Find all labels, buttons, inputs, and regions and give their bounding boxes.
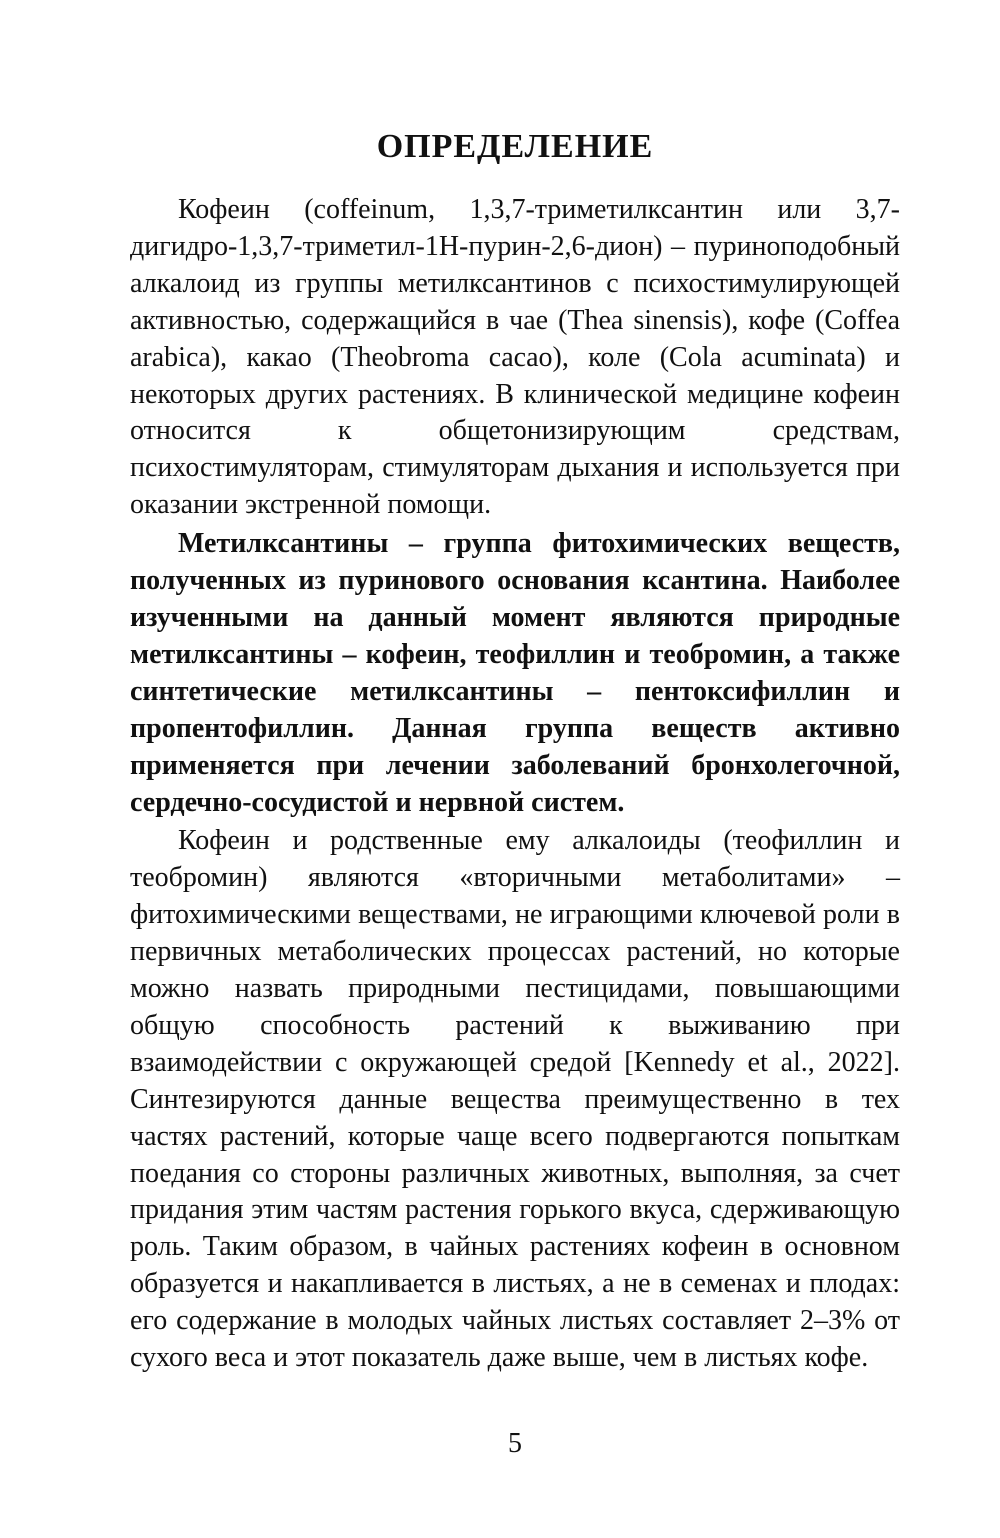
section-heading: ОПРЕДЕЛЕНИЕ [376, 128, 654, 165]
paragraph-caffeine-definition: Кофеин (coffeinum, 1,3,7-триметилксантин или 3,7-дигидро-1,3,7-триметил-1H-пурин-2,6-дион) – пуриноподобный алкалоид из группы метилксантинов с психостимулирующей активностью, содержащийся в чае (Thea sinensis), кофе (Coffea arabica), какао (Theobroma cacao), коле (Cola acuminata) и некоторых других растениях. В клинической медицине кофеин относится к общетонизирующим средствам, психостимуляторам, стимуляторам дыхания и используется при оказании экстренной помощи. [130, 194, 900, 521]
page-number: 5 [508, 1428, 522, 1459]
body-text [130, 192, 900, 1377]
paragraph-secondary-metabolites: Кофеин и родственные ему алкалоиды (теофиллин и теобромин) являются «вторичными метаболитами» – фитохимическими веществами, не играющими ключевой роли в первичных метаболических процессах растений, но которые можно назвать природными пестицидами, повышающими общую способность растений к выживанию при взаимодействии с окружающей средой [Kennedy et al., 2022]. Синтезируются данные вещества преимущественно в тех частях растений, которые чаще всего подвергаются попыткам поедания со стороны различных животных, выполняя, за счет придания этим частям растения горького вкуса, сдерживающую роль. Таким образом, в чайных растениях кофеин в основном образуется и накапливается в листьях, а не в семенах и плодах: его содержание в молодых чайных листьях составляет 2–3% от сухого веса и этот показатель даже выше, чем в листьях кофе. [130, 825, 900, 1374]
paragraph-methylxanthines-bold: Метилксантины – группа фитохимических веществ, полученных из пуринового основания ксантина. Наиболее изученными на данный момент являются природные метилксантины – кофеин, теофиллин и теобромин, а также синтетические метилксантины – пентоксифиллин и пропентофиллин. Данная группа веществ активно применяется при лечении заболеваний бронхолегочной, сердечно-сосудистой и нервной систем. [130, 528, 900, 818]
